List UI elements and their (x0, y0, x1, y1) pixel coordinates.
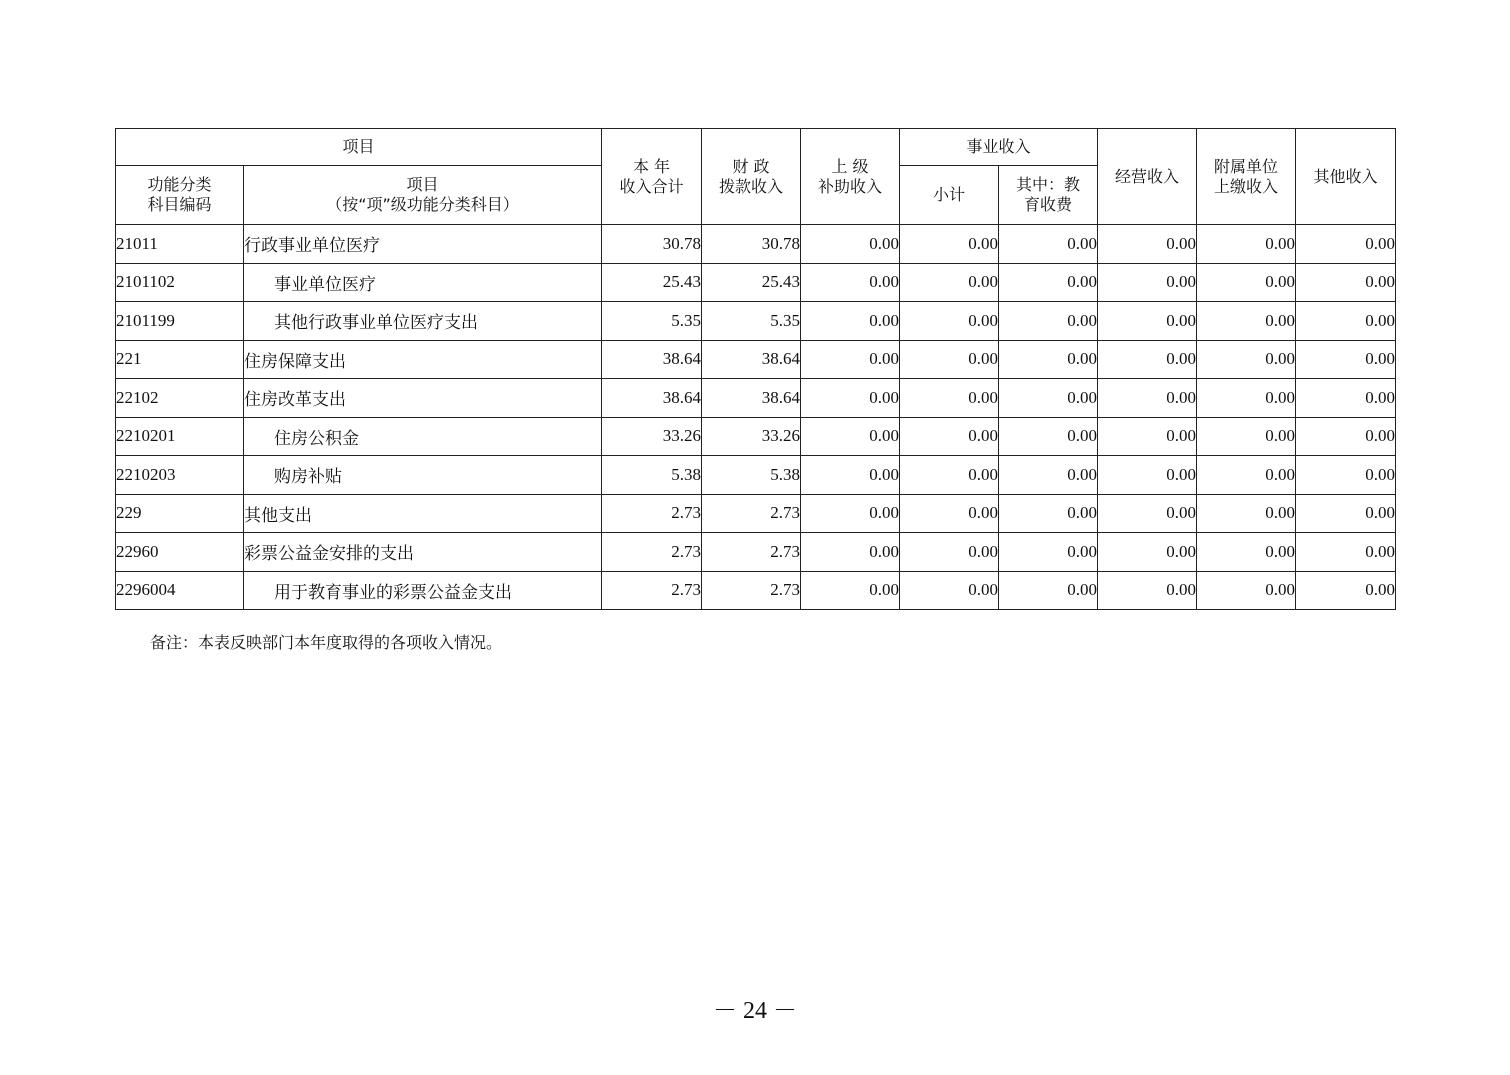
cell-subtotal: 0.00 (900, 340, 999, 379)
cell-education-fee: 0.00 (999, 494, 1098, 533)
header-item-name: 项目 （按“项”级功能分类科目） (244, 166, 602, 225)
header-total: 本 年 收入合计 (602, 129, 702, 225)
cell-superior: 0.00 (801, 494, 900, 533)
cell-operating: 0.00 (1098, 340, 1197, 379)
cell-superior: 0.00 (801, 225, 900, 264)
cell-code: 229 (116, 494, 244, 533)
cell-fiscal: 25.43 (702, 263, 801, 302)
cell-item-name: 事业单位医疗 (244, 263, 602, 302)
cell-affiliated: 0.00 (1197, 225, 1296, 264)
cell-affiliated: 0.00 (1197, 263, 1296, 302)
table-row (116, 533, 1396, 572)
table-row (116, 340, 1396, 379)
cell-fiscal: 38.64 (702, 379, 801, 418)
income-table (115, 128, 1396, 610)
cell-subtotal: 0.00 (900, 456, 999, 495)
cell-fiscal: 2.73 (702, 571, 801, 610)
header-item-group: 项目 (116, 129, 602, 166)
cell-other: 0.00 (1296, 417, 1396, 456)
cell-other: 0.00 (1296, 571, 1396, 610)
cell-subtotal: 0.00 (900, 533, 999, 572)
cell-affiliated: 0.00 (1197, 494, 1296, 533)
cell-subtotal: 0.00 (900, 494, 999, 533)
cell-affiliated: 0.00 (1197, 456, 1296, 495)
header-superior: 上 级 补助收入 (801, 129, 900, 225)
cell-fiscal: 5.35 (702, 302, 801, 341)
cell-education-fee: 0.00 (999, 302, 1098, 341)
cell-operating: 0.00 (1098, 571, 1197, 610)
cell-code: 22960 (116, 533, 244, 572)
cell-total: 2.73 (602, 571, 702, 610)
cell-other: 0.00 (1296, 340, 1396, 379)
cell-item-name: 住房公积金 (244, 417, 602, 456)
cell-item-name: 其他支出 (244, 494, 602, 533)
cell-fiscal: 38.64 (702, 340, 801, 379)
cell-item-name: 购房补贴 (244, 456, 602, 495)
cell-other: 0.00 (1296, 456, 1396, 495)
cell-other: 0.00 (1296, 533, 1396, 572)
cell-total: 33.26 (602, 417, 702, 456)
cell-subtotal: 0.00 (900, 263, 999, 302)
cell-education-fee: 0.00 (999, 340, 1098, 379)
cell-education-fee: 0.00 (999, 533, 1098, 572)
header-func-code: 功能分类 科目编码 (116, 166, 244, 225)
cell-code: 22102 (116, 379, 244, 418)
cell-item-name: 其他行政事业单位医疗支出 (244, 302, 602, 341)
cell-superior: 0.00 (801, 379, 900, 418)
table-row (116, 571, 1396, 610)
cell-other: 0.00 (1296, 302, 1396, 341)
cell-operating: 0.00 (1098, 456, 1197, 495)
cell-item-name: 住房改革支出 (244, 379, 602, 418)
cell-superior: 0.00 (801, 571, 900, 610)
header-business-group: 事业收入 (900, 129, 1098, 166)
table-header (116, 129, 1396, 225)
table-row (116, 494, 1396, 533)
cell-item-name: 彩票公益金安排的支出 (244, 533, 602, 572)
cell-operating: 0.00 (1098, 494, 1197, 533)
table-row (116, 456, 1396, 495)
cell-education-fee: 0.00 (999, 456, 1098, 495)
cell-operating: 0.00 (1098, 263, 1197, 302)
cell-superior: 0.00 (801, 533, 900, 572)
cell-superior: 0.00 (801, 340, 900, 379)
cell-education-fee: 0.00 (999, 263, 1098, 302)
cell-superior: 0.00 (801, 417, 900, 456)
cell-subtotal: 0.00 (900, 302, 999, 341)
table-row (116, 379, 1396, 418)
cell-superior: 0.00 (801, 302, 900, 341)
cell-superior: 0.00 (801, 456, 900, 495)
cell-code: 2210201 (116, 417, 244, 456)
cell-operating: 0.00 (1098, 417, 1197, 456)
cell-other: 0.00 (1296, 263, 1396, 302)
table-row (116, 417, 1396, 456)
cell-total: 5.35 (602, 302, 702, 341)
cell-subtotal: 0.00 (900, 571, 999, 610)
header-subtotal: 小计 (900, 166, 999, 225)
cell-fiscal: 33.26 (702, 417, 801, 456)
cell-operating: 0.00 (1098, 302, 1197, 341)
cell-code: 2210203 (116, 456, 244, 495)
cell-operating: 0.00 (1098, 225, 1197, 264)
cell-affiliated: 0.00 (1197, 340, 1296, 379)
cell-total: 30.78 (602, 225, 702, 264)
cell-total: 2.73 (602, 533, 702, 572)
header-affiliated: 附属单位 上缴收入 (1197, 129, 1296, 225)
cell-code: 2101102 (116, 263, 244, 302)
cell-education-fee: 0.00 (999, 417, 1098, 456)
cell-code: 2296004 (116, 571, 244, 610)
cell-total: 25.43 (602, 263, 702, 302)
cell-total: 38.64 (602, 379, 702, 418)
cell-operating: 0.00 (1098, 533, 1197, 572)
cell-item-name: 住房保障支出 (244, 340, 602, 379)
cell-item-name: 行政事业单位医疗 (244, 225, 602, 264)
cell-fiscal: 2.73 (702, 533, 801, 572)
cell-affiliated: 0.00 (1197, 571, 1296, 610)
cell-code: 21011 (116, 225, 244, 264)
table-body (116, 225, 1396, 610)
cell-total: 2.73 (602, 494, 702, 533)
cell-affiliated: 0.00 (1197, 417, 1296, 456)
cell-other: 0.00 (1296, 494, 1396, 533)
table-row (116, 225, 1396, 264)
cell-subtotal: 0.00 (900, 417, 999, 456)
cell-education-fee: 0.00 (999, 225, 1098, 264)
cell-fiscal: 5.38 (702, 456, 801, 495)
cell-item-name: 用于教育事业的彩票公益金支出 (244, 571, 602, 610)
cell-affiliated: 0.00 (1197, 533, 1296, 572)
header-fiscal: 财 政 拨款收入 (702, 129, 801, 225)
cell-fiscal: 2.73 (702, 494, 801, 533)
cell-education-fee: 0.00 (999, 571, 1098, 610)
cell-affiliated: 0.00 (1197, 379, 1296, 418)
cell-superior: 0.00 (801, 263, 900, 302)
cell-code: 221 (116, 340, 244, 379)
cell-subtotal: 0.00 (900, 379, 999, 418)
cell-other: 0.00 (1296, 225, 1396, 264)
page-number: － 24 － (713, 998, 797, 1024)
table-row (116, 302, 1396, 341)
cell-affiliated: 0.00 (1197, 302, 1296, 341)
header-operating: 经营收入 (1098, 129, 1197, 225)
cell-total: 5.38 (602, 456, 702, 495)
cell-subtotal: 0.00 (900, 225, 999, 264)
table-row (116, 263, 1396, 302)
cell-operating: 0.00 (1098, 379, 1197, 418)
cell-code: 2101199 (116, 302, 244, 341)
cell-education-fee: 0.00 (999, 379, 1098, 418)
header-education-fee: 其中：教 育收费 (999, 166, 1098, 225)
cell-fiscal: 30.78 (702, 225, 801, 264)
cell-total: 38.64 (602, 340, 702, 379)
header-other: 其他收入 (1296, 129, 1396, 225)
cell-other: 0.00 (1296, 379, 1396, 418)
table-note: 备注：本表反映部门本年度取得的各项收入情况。 (150, 633, 503, 652)
